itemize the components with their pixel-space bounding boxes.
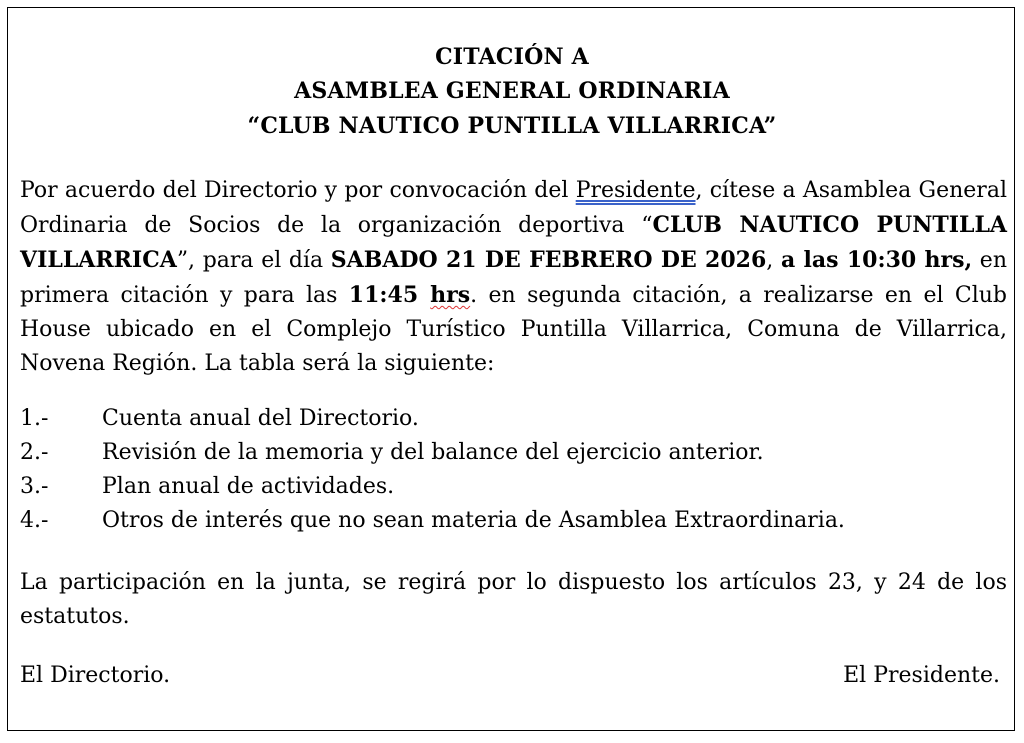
agenda-item-text: Revisión de la memoria y del balance del ejercicio anterior.: [102, 440, 764, 465]
paragraph-text-5: en primera citación y para las: [20, 248, 1007, 308]
paragraph-text-6: . en segunda citación, a realizarse en el Club House ubicado en el Complejo Turístico Puntilla Villarrica, Comuna de Villarrica, Novena Región. La tabla será la siguiente:: [20, 283, 1008, 376]
agenda-item-text: Cuenta anual del Directorio.: [102, 406, 419, 431]
paragraph-text-3: ”, para el día: [176, 248, 331, 273]
second-call-time-unit: hrs: [430, 282, 471, 308]
title-line-1: CITACIÓN A: [435, 44, 589, 70]
paragraph-text-1: Por acuerdo del Directorio y por convocación del: [20, 178, 576, 203]
agenda-item: [20, 470, 845, 504]
agenda-list: [20, 402, 845, 538]
paragraph-text-4: ,: [766, 248, 781, 273]
first-call-time: a las 10:30 hrs,: [780, 247, 973, 273]
closing-paragraph: La participación en la junta, se regirá por lo dispuesto los artículos 23, y 24 de los estatutos.: [20, 570, 1007, 629]
agenda-item-number: 3.-: [20, 474, 49, 499]
agenda-item-number: 1.-: [20, 406, 49, 431]
presidente-word: Presidente: [575, 178, 696, 203]
agenda-item: [20, 402, 845, 436]
title-line-3: “CLUB NAUTICO PUNTILLA VILLARRICA”: [247, 113, 777, 139]
signature-presidente: El Presidente.: [843, 663, 1000, 688]
agenda-item-text: Otros de interés que no sean materia de Asamblea Extraordinaria.: [102, 508, 845, 533]
convocation-paragraph: [20, 174, 1007, 381]
paragraph-text-2: , cítese a Asamblea General Ordinaria de Socios de la organización deportiva “: [20, 178, 1007, 238]
assembly-date: SABADO 21 DE FEBRERO DE 2026: [330, 247, 767, 273]
agenda-item: [20, 436, 845, 470]
signature-directorio: El Directorio.: [20, 663, 171, 688]
agenda-item-number: 2.-: [20, 440, 49, 465]
agenda-item-number: 4.-: [20, 508, 49, 533]
second-call-time-number: 11:45: [348, 282, 431, 308]
agenda-item-text: Plan anual de actividades.: [102, 474, 395, 499]
title-line-2: ASAMBLEA GENERAL ORDINARIA: [294, 78, 730, 104]
agenda-item: [20, 504, 845, 538]
second-call-time: [349, 282, 470, 308]
club-name: CLUB NAUTICO PUNTILLA VILLARRICA: [20, 212, 1007, 273]
